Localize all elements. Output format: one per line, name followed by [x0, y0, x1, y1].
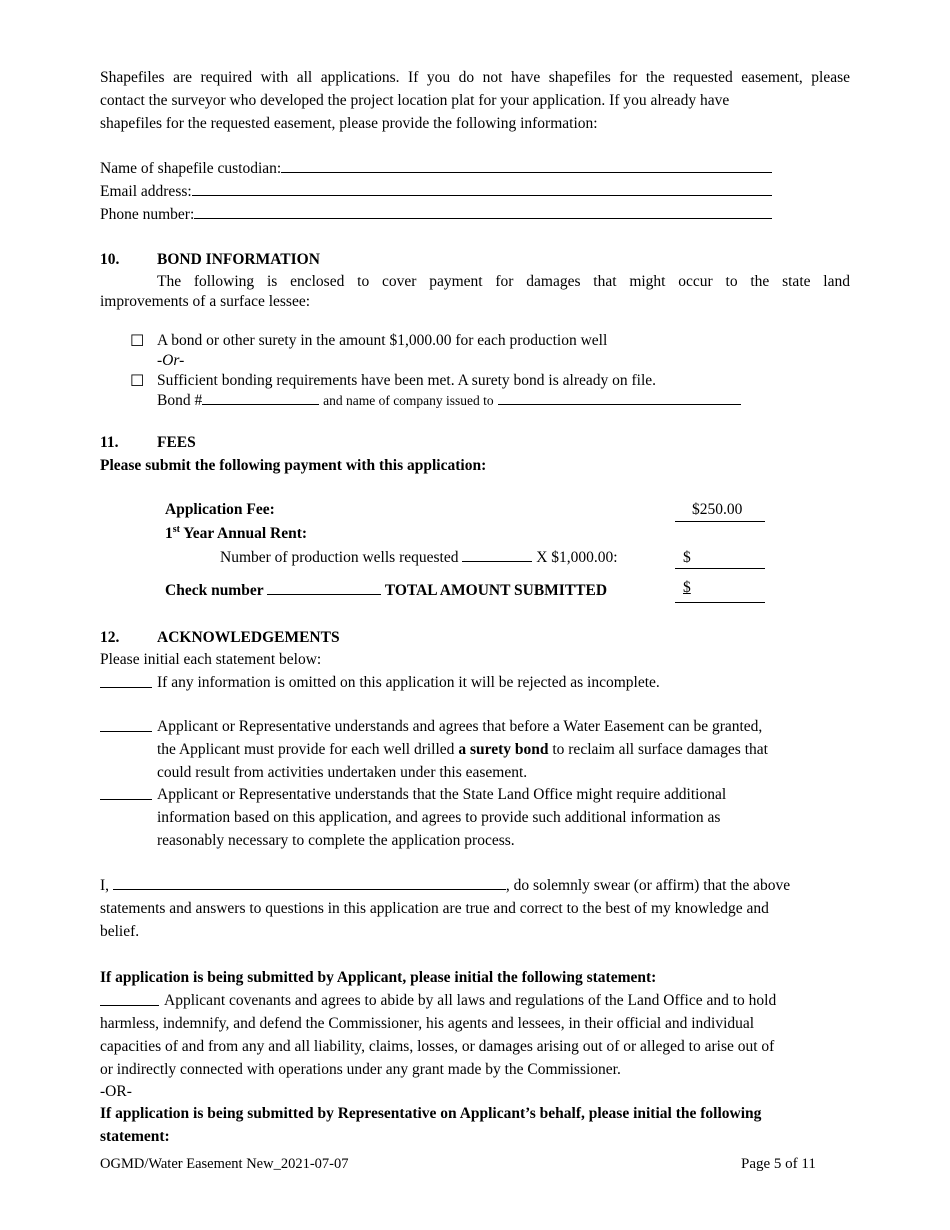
applicant-statement-line-1: Applicant covenants and agrees to abide by all laws and regulations of the Land Office and to hold	[164, 992, 777, 1009]
wells-amount-input-line[interactable]	[675, 568, 765, 569]
ack-2-initial-line[interactable]	[100, 717, 152, 732]
bond-number-label: Bond #	[157, 392, 203, 409]
ack-1-initial-line[interactable]	[100, 673, 152, 688]
ack-3-initial-line[interactable]	[100, 785, 152, 800]
footer-doc-id: OGMD/Water Easement New_2021-07-07	[100, 1156, 349, 1172]
oath-line-2: statements and answers to questions in this application are true and correct to the best of my knowledge and	[100, 900, 769, 917]
ack-3-line-3: reasonably necessary to complete the application process.	[157, 832, 515, 849]
application-fee-underline	[675, 521, 765, 522]
total-currency: $	[683, 579, 691, 596]
applicant-initial-line[interactable]	[100, 991, 159, 1006]
check-number-input-line[interactable]	[267, 580, 381, 595]
applicant-statement-line-4: or indirectly connected with operations under any grant made by the Commissioner.	[100, 1061, 621, 1078]
section-10-number: 10.	[100, 251, 120, 268]
oath-name-input-line[interactable]	[113, 875, 506, 890]
bond-option-1-label: A bond or other surety in the amount $1,000.00 for each production well	[157, 332, 608, 349]
ack-1-text: If any information is omitted on this application it will be rejected as incomplete.	[157, 674, 660, 691]
phone-field	[100, 203, 772, 226]
applicant-statement-heading: If application is being submitted by Applicant, please initial the following statement:	[100, 969, 657, 986]
oath-line-3: belief.	[100, 923, 140, 940]
bond-company-input-line[interactable]	[498, 390, 741, 405]
bond-or-label: -Or-	[157, 352, 185, 369]
bond-option-1-checkbox[interactable]: ☐	[130, 331, 145, 350]
representative-heading-line-2: statement:	[100, 1128, 170, 1145]
email-input-line[interactable]	[192, 180, 772, 196]
custodian-input-line[interactable]	[281, 157, 772, 173]
section-12-number: 12.	[100, 629, 120, 646]
bond-text-line-1: The following is enclosed to cover payment for damages that might occur to the state land	[157, 273, 850, 290]
ack-2-line-2-pre: the Applicant must provide for each well drilled	[157, 741, 459, 758]
bond-number-row	[157, 389, 741, 412]
footer-page-number: Page 5 of 11	[741, 1156, 816, 1172]
intro-line-2: contact the surveyor who developed the project location plat for your application. If you already have	[100, 92, 730, 109]
ack-2-line-2-post: to reclaim all surface damages that	[548, 741, 768, 758]
total-amount-input-line[interactable]	[675, 602, 765, 603]
intro-line-1: Shapefiles are required with all applications. If you do not have shapefiles for the requested easement, please	[100, 69, 850, 86]
application-fee-value: $250.00	[692, 501, 743, 518]
annual-rent-prefix: 1	[165, 525, 173, 542]
ack-2-line-2	[157, 738, 768, 761]
section-11-number: 11.	[100, 434, 119, 451]
applicant-statement-line-3: capacities of and from any and all liability, claims, losses, or damages arising out of or alleged to arise out of	[100, 1038, 775, 1055]
check-row	[165, 579, 607, 602]
bond-number-input-line[interactable]	[202, 390, 319, 405]
ack-3-line-1: Applicant or Representative understands that the State Land Office might require additional	[157, 786, 727, 803]
ack-instruction: Please initial each statement below:	[100, 651, 322, 668]
custodian-field	[100, 157, 772, 180]
phone-input-line[interactable]	[194, 203, 772, 219]
annual-rent-label	[165, 522, 307, 545]
email-label: Email address:	[100, 183, 192, 200]
bond-text-line-2: improvements of a surface lessee:	[100, 293, 311, 310]
wells-label: Number of production wells requested	[220, 549, 459, 566]
wells-count-input-line[interactable]	[462, 547, 532, 562]
total-label: TOTAL AMOUNT SUBMITTED	[384, 582, 608, 599]
bond-company-label: and name of company issued to	[323, 393, 494, 408]
ack-3-line-2: information based on this application, and agrees to provide such additional information as	[157, 809, 721, 826]
application-fee-label: Application Fee:	[165, 501, 275, 518]
check-number-label: Check number	[165, 582, 264, 599]
ack-2-line-1: Applicant or Representative understands and agrees that before a Water Easement can be granted,	[157, 718, 763, 735]
oath-line-1	[100, 874, 790, 897]
bond-option-2-label: Sufficient bonding requirements have been met. A surety bond is already on file.	[157, 372, 657, 389]
annual-rent-sup: st	[172, 523, 180, 535]
applicant-statement-line-2: harmless, indemnify, and defend the Commissioner, his agents and lessees, in their official and individual	[100, 1015, 755, 1032]
representative-heading-line-1: If application is being submitted by Representative on Applicant’s behalf, please initial the following	[100, 1105, 762, 1122]
ack-2-line-3: could result from activities undertaken under this easement.	[157, 764, 528, 781]
oath-suffix: , do solemnly swear (or affirm) that the above	[505, 877, 791, 894]
section-12-heading: ACKNOWLEDGEMENTS	[157, 629, 340, 646]
fees-instruction: Please submit the following payment with this application:	[100, 457, 487, 474]
applicant-statement-or: -OR-	[100, 1083, 132, 1100]
email-field	[100, 180, 772, 203]
oath-prefix: I,	[100, 877, 110, 894]
section-11-heading: FEES	[157, 434, 196, 451]
wells-row	[220, 546, 618, 569]
ack-2-line-2-bold: a surety bond	[458, 741, 549, 758]
phone-label: Phone number:	[100, 206, 195, 223]
custodian-label: Name of shapefile custodian:	[100, 160, 282, 177]
annual-rent-suffix: Year Annual Rent:	[179, 525, 308, 542]
wells-currency: $	[683, 549, 691, 566]
section-10-heading: BOND INFORMATION	[157, 251, 320, 268]
wells-rate: X $1,000.00:	[536, 549, 618, 566]
bond-option-2-checkbox[interactable]: ☐	[130, 371, 145, 390]
intro-line-3: shapefiles for the requested easement, please provide the following information:	[100, 115, 598, 132]
